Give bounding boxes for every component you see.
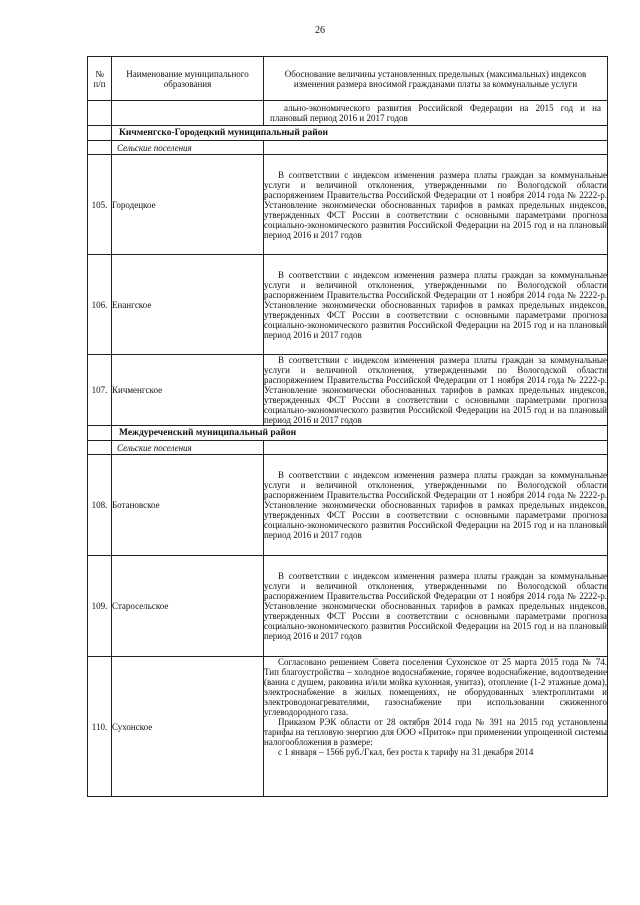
district-row [88, 126, 608, 141]
cell-name [112, 101, 264, 126]
district-name: Кичменгско-Городецкий муниципальный район [112, 126, 608, 141]
row-number: 110. [88, 657, 112, 797]
cell-num [88, 426, 112, 441]
section-row [88, 141, 608, 155]
cell-empty [264, 441, 608, 455]
row-number: 107. [88, 355, 112, 426]
header-name [112, 57, 264, 101]
justification-text: В соответствии с индексом изменения размера платы граждан за коммунальные услуги и величиной отклонения, утвержденными по Вологодской области распоряжением Правительства Российской Федерации от 1 ноября 2014 года № 2222-р. Установление экономически обоснованных тарифов в рамках предельных индексов, утвержденных ФСТ России в соответствии с основными параметрами прогноза социально-экономического развития Российской Федерации на 2015 год и на плановый период 2016 и 2017 годов [264, 455, 608, 556]
page-number: 26 [315, 25, 325, 36]
header-justification-label: Обоснование величины установленных предельных (максимальных) индексов изменения размера вносимой гражданами платы за коммунальные услуги [284, 68, 587, 89]
table-row [88, 255, 608, 355]
header-num-label: № п/п [93, 68, 106, 89]
cell-justification: ально-экономического развития Российской Федерации на 2015 год и на плановый период 2016 и 2017 годов [264, 101, 608, 126]
table-row [88, 455, 608, 556]
justification-paragraph: Согласовано решением Совета поселения Сухонское от 25 марта 2015 года № 74. Тип благоустройства – холодное водоснабжение, горячее водоснабжение, водоотведение (ванна с душем, раковина и/или мойка кухонная, унитаз), отопление (1-2 этажные дома), электроснабжение в жилых помещениях, не оборудованных электроплитами и электроводонагревателями, газоснабжение при использовании сжиженного углеводородного газа. [264, 657, 607, 717]
municipality-name: Енангское [112, 255, 264, 355]
row-number: 109. [88, 556, 112, 657]
row-number: 105. [88, 155, 112, 255]
municipality-name: Ботановское [112, 455, 264, 556]
cell-num [88, 126, 112, 141]
municipality-name: Сухонское [112, 657, 264, 797]
cell-num [88, 141, 112, 155]
justification-text: В соответствии с индексом изменения размера платы граждан за коммунальные услуги и величиной отклонения, утвержденными по Вологодской области распоряжением Правительства Российской Федерации от 1 ноября 2014 года № 2222-р. Установление экономически обоснованных тарифов в рамках предельных индексов, утвержденных ФСТ России в соответствии с основными параметрами прогноза социально-экономического развития Российской Федерации на 2015 год и на плановый период 2016 и 2017 годов [264, 355, 607, 425]
table-row [88, 556, 608, 657]
section-name: Сельские поселения [112, 141, 264, 155]
row-number: 106. [88, 255, 112, 355]
justification-text: В соответствии с индексом изменения размера платы граждан за коммунальные услуги и величиной отклонения, утвержденными по Вологодской области распоряжением Правительства Российской Федерации от 1 ноября 2014 года № 2222-р. Установление экономически обоснованных тарифов в рамках предельных индексов, утвержденных ФСТ России в соответствии с основными параметрами прогноза социально-экономического развития Российской Федерации на 2015 год и на плановый период 2016 и 2017 годов [264, 155, 608, 255]
district-name: Междуреченский муниципальный район [112, 426, 608, 441]
table-row [88, 355, 608, 426]
header-num [88, 57, 112, 101]
justification-text: В соответствии с индексом изменения размера платы граждан за коммунальные услуги и величиной отклонения, утвержденными по Вологодской области распоряжением Правительства Российской Федерации от 1 ноября 2014 года № 2222-р. Установление экономически обоснованных тарифов в рамках предельных индексов, утвержденных ФСТ России в соответствии с основными параметрами прогноза социально-экономического развития Российской Федерации на 2015 год и на плановый период 2016 и 2017 годов [264, 556, 608, 657]
justification-text [264, 657, 608, 797]
municipality-name: Старосельское [112, 556, 264, 657]
cell-empty [264, 141, 608, 155]
section-name: Сельские поселения [112, 441, 264, 455]
row-number: 108. [88, 455, 112, 556]
cell-num [88, 101, 112, 126]
index-justification-table [87, 56, 608, 797]
header-justification [264, 57, 608, 101]
table-row-continuation [88, 101, 608, 126]
justification-text: В соответствии с индексом изменения размера платы граждан за коммунальные услуги и величиной отклонения, утвержденными по Вологодской области распоряжением Правительства Российской Федерации от 1 ноября 2014 года № 2222-р. Установление экономически обоснованных тарифов в рамках предельных индексов, утвержденных ФСТ России в соответствии с основными параметрами прогноза социально-экономического развития Российской Федерации на 2015 год и на плановый период 2016 и 2017 годов [264, 255, 608, 355]
table-row [88, 155, 608, 255]
municipality-name: Городецкое [112, 155, 264, 255]
table-row [88, 657, 608, 797]
header-name-label: Наименование муниципального образования [126, 68, 249, 89]
section-row [88, 441, 608, 455]
justification-paragraph: Приказом РЭК области от 28 октября 2014 года № 391 на 2015 год установлены тарифы на тепловую энергию для ООО «Приток» при применении упрощенной системы налогообложения в размере: [264, 717, 607, 747]
municipality-name: Кичменгское [112, 355, 264, 426]
district-row [88, 426, 608, 441]
table-header-row [88, 57, 608, 101]
justification-paragraph: с 1 января – 1566 руб./Гкал, без роста к тарифу на 31 декабря 2014 [278, 747, 534, 757]
cell-num [88, 441, 112, 455]
